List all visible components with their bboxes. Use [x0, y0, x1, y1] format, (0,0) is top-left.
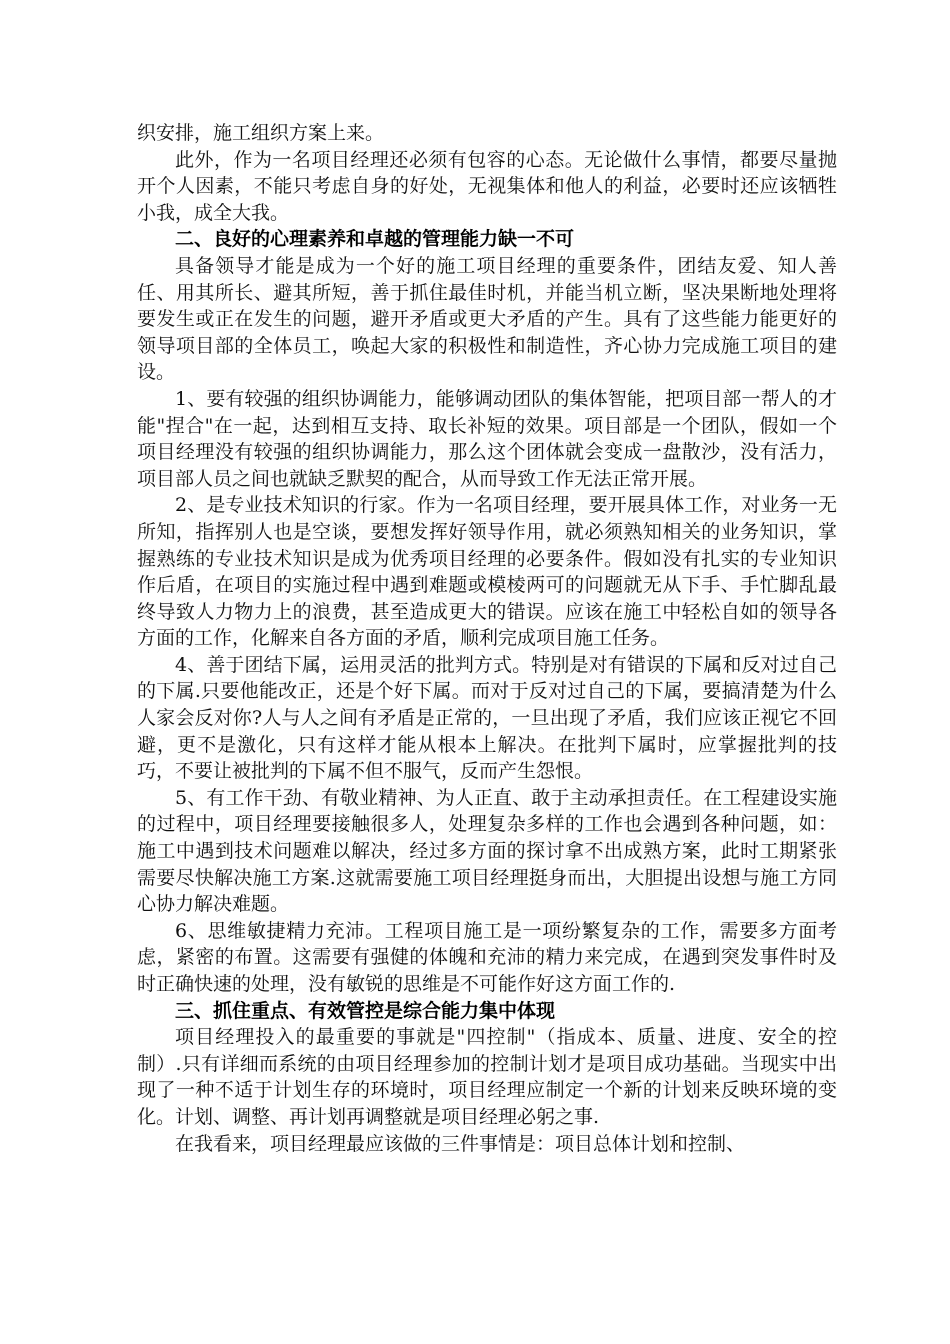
section-heading-3: 三、抓住重点、有效管控是综合能力集中体现: [175, 999, 556, 1022]
paragraph-leadership: 具备领导才能是成为一个好的施工项目经理的重要条件，团结友爱、知人善任、用其所长、避其所短，善于抓住最佳时机，并能当机立断，坚决果断地处理将要发生或正在发生的问题，避开矛盾或更大矛盾的产生。具有了这些能力能更好的领导项目部的全体员工，唤起大家的积极性和制造性，齐心协力完成施工项目的建设。: [137, 254, 837, 384]
paragraph-item-2: 2、是专业技术知识的行家。作为一名项目经理，要开展具体工作，对业务一无所知，指挥别人也是空谈，要想发挥好领导作用，就必须熟知相关的业务知识，掌握熟练的专业技术知识是成为优秀项目经理的必要条件。假如没有扎实的专业知识作后盾，在项目的实施过程中遇到难题或模棱两可的问题就无从下手、手忙脚乱最终导致人力物力上的浪费，甚至造成更大的错误。应该在施工中轻松自如的领导各方面的工作，化解来自各方面的矛盾，顺利完成项目施工任务。: [137, 494, 837, 650]
paragraph-tolerance: 此外，作为一名项目经理还必须有包容的心态。无论做什么事情，都要尽量抛开个人因素，不能只考虑自身的好处，无视集体和他人的利益，必要时还应该牺牲小我，成全大我。: [137, 148, 837, 224]
paragraph-four-controls: 项目经理投入的最重要的事就是"四控制"（指成本、质量、进度、安全的控制）.只有详细而系统的由项目经理参加的控制计划才是项目成功基础。当现实中出现了一种不适于计划生存的环境时，项目经理应制定一个新的计划来反映环境的变化。计划、调整、再计划再调整就是项目经理必躬之事.: [137, 1026, 837, 1128]
paragraph-three-things: 在我看来，项目经理最应该做的三件事情是：项目总体计划和控制、: [175, 1132, 746, 1155]
paragraph-item-4: 4、善于团结下属，运用灵活的批判方式。特别是对有错误的下属和反对过自己的下属.只要他能改正，还是个好下属。而对于反对过自己的下属，要搞清楚为什么人家会反对你?人与人之间有矛盾是正常的，一旦出现了矛盾，我们应该正视它不回避，更不是激化，只有这样才能从根本上解决。在批判下属时，应掌握批判的技巧，不要让被批判的下属不但不服气，反而产生怨恨。: [137, 653, 837, 783]
document-page: [137, 120, 837, 1157]
paragraph-item-1: 1、要有较强的组织协调能力，能够调动团队的集体智能，把项目部一帮人的才能"捏合"在一起，达到相互支持、取长补短的效果。项目部是一个团队，假如一个项目经理没有较强的组织协调能力，那么这个团体就会变成一盘散沙，没有活力，项目部人员之间也就缺乏默契的配合，从而导致工作无法正常开展。: [137, 387, 837, 490]
section-heading-2: 二、良好的心理素养和卓越的管理能力缺一不可: [175, 228, 575, 251]
paragraph-item-6: 6、思维敏捷精力充沛。工程项目施工是一项纷繁复杂的工作，需要多方面考虑，紧密的布置。这需要有强健的体魄和充沛的精力来完成，在遇到突发事件时及时正确快速的处理，没有敏锐的思维是不可能作好这方面工作的.: [137, 919, 837, 995]
paragraph-item-5: 5、有工作干劲、有敬业精神、为人正直、敢于主动承担责任。在工程建设实施的过程中，项目经理要接触很多人，处理复杂多样的工作也会遇到各种问题，如：施工中遇到技术问题难以解决，经过多方面的探讨拿不出成熟方案，此时工期紧张需要尽快解决施工方案.这就需要施工项目经理挺身而出，大胆提出设想与施工方同心协力解决难题。: [137, 786, 837, 916]
paragraph-continuation: 织安排，施工组织方案上来。: [137, 122, 385, 144]
